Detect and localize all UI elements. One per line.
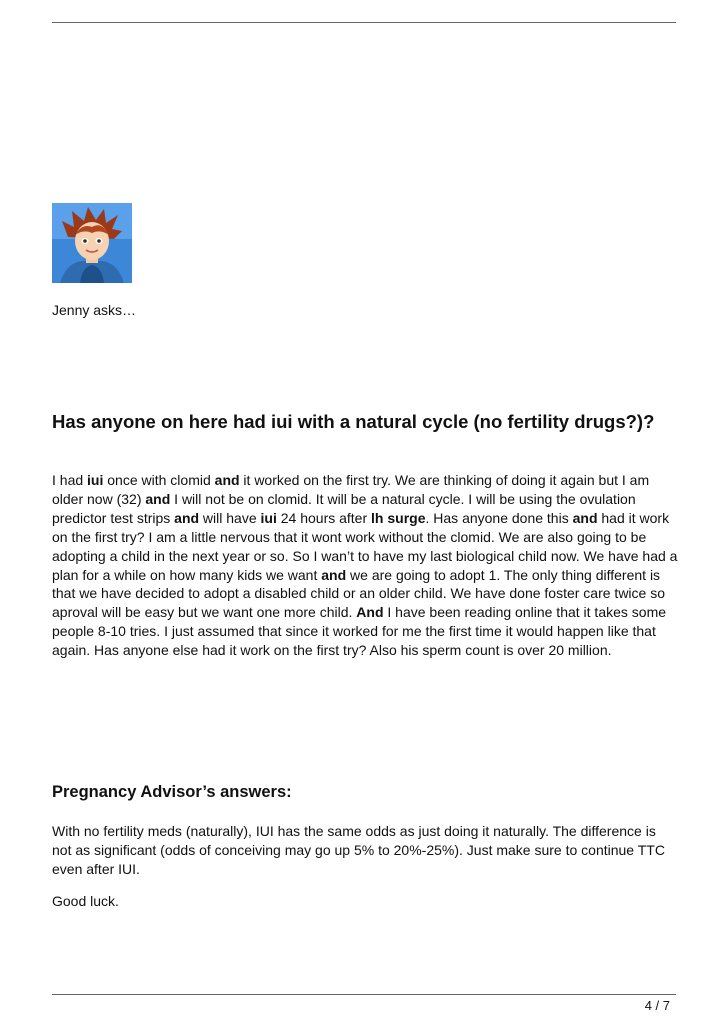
bottom-rule	[52, 994, 676, 995]
body-text-segment: 24 hours after	[276, 509, 372, 526]
body-text-segment: I had	[52, 472, 88, 488]
top-rule	[52, 22, 676, 23]
body-text-segment: we are going to adopt 1. The only thing different is that we have decided to adopt a disabled child or an older child. We have done foster care twice so aproval will be easy but we want one more child.	[52, 566, 666, 621]
answer-signoff: Good luck.	[52, 893, 119, 909]
highlighted-keyword: And	[356, 604, 384, 621]
body-text-segment: . Has anyone done this	[425, 509, 573, 526]
highlighted-keyword: lh surge	[371, 509, 426, 526]
body-text-segment: I have been reading online that it takes some people 8-10 tries. I just assumed that since it worked for me the first time it would happen like that again. Has anyone else had it work on the first try? Also his sperm count is over 20 million.	[52, 604, 667, 659]
body-text-segment: I will not be on clomid. It will be a natural cycle. I will be using the ovulation predictor test strips	[52, 490, 636, 526]
highlighted-keyword: iui	[260, 509, 277, 526]
highlighted-keyword: and	[321, 566, 347, 583]
body-text-segment: had it work on the first try? I am a little nervous that it wont work without the clomid. We are also going to be adopting a child in the next year or so. So I wan’t to have my last biological child now. We have had a plan for a while on how many kids we want	[52, 509, 678, 583]
answers-heading: Pregnancy Advisor’s answers:	[52, 783, 292, 801]
page-number: 4 / 7	[644, 998, 670, 1013]
body-text-segment: it worked on the first try. We are thinking of doing it again but I am older now (32)	[52, 472, 650, 507]
highlighted-keyword: and	[174, 509, 200, 526]
body-text-segment: will have	[199, 509, 261, 526]
question-body	[52, 471, 678, 660]
answer-text: With no fertility meds (naturally), IUI has the same odds as just doing it naturally. The difference is not as significant (odds of conceiving may go up 5% to 20%-25%). Just make sure to continue TTC even after IUI.	[52, 823, 665, 877]
asker-label: Jenny asks…	[52, 302, 137, 318]
avatar-icon	[52, 203, 132, 283]
body-text-segment: once with clomid	[103, 472, 215, 488]
question-title: Has anyone on here had iui with a natural cycle (no fertility drugs?)?	[52, 411, 655, 432]
highlighted-keyword: and	[145, 490, 171, 507]
highlighted-keyword: iui	[87, 472, 104, 488]
highlighted-keyword: and	[572, 509, 598, 526]
highlighted-keyword: and	[214, 472, 240, 488]
user-avatar	[52, 203, 132, 283]
